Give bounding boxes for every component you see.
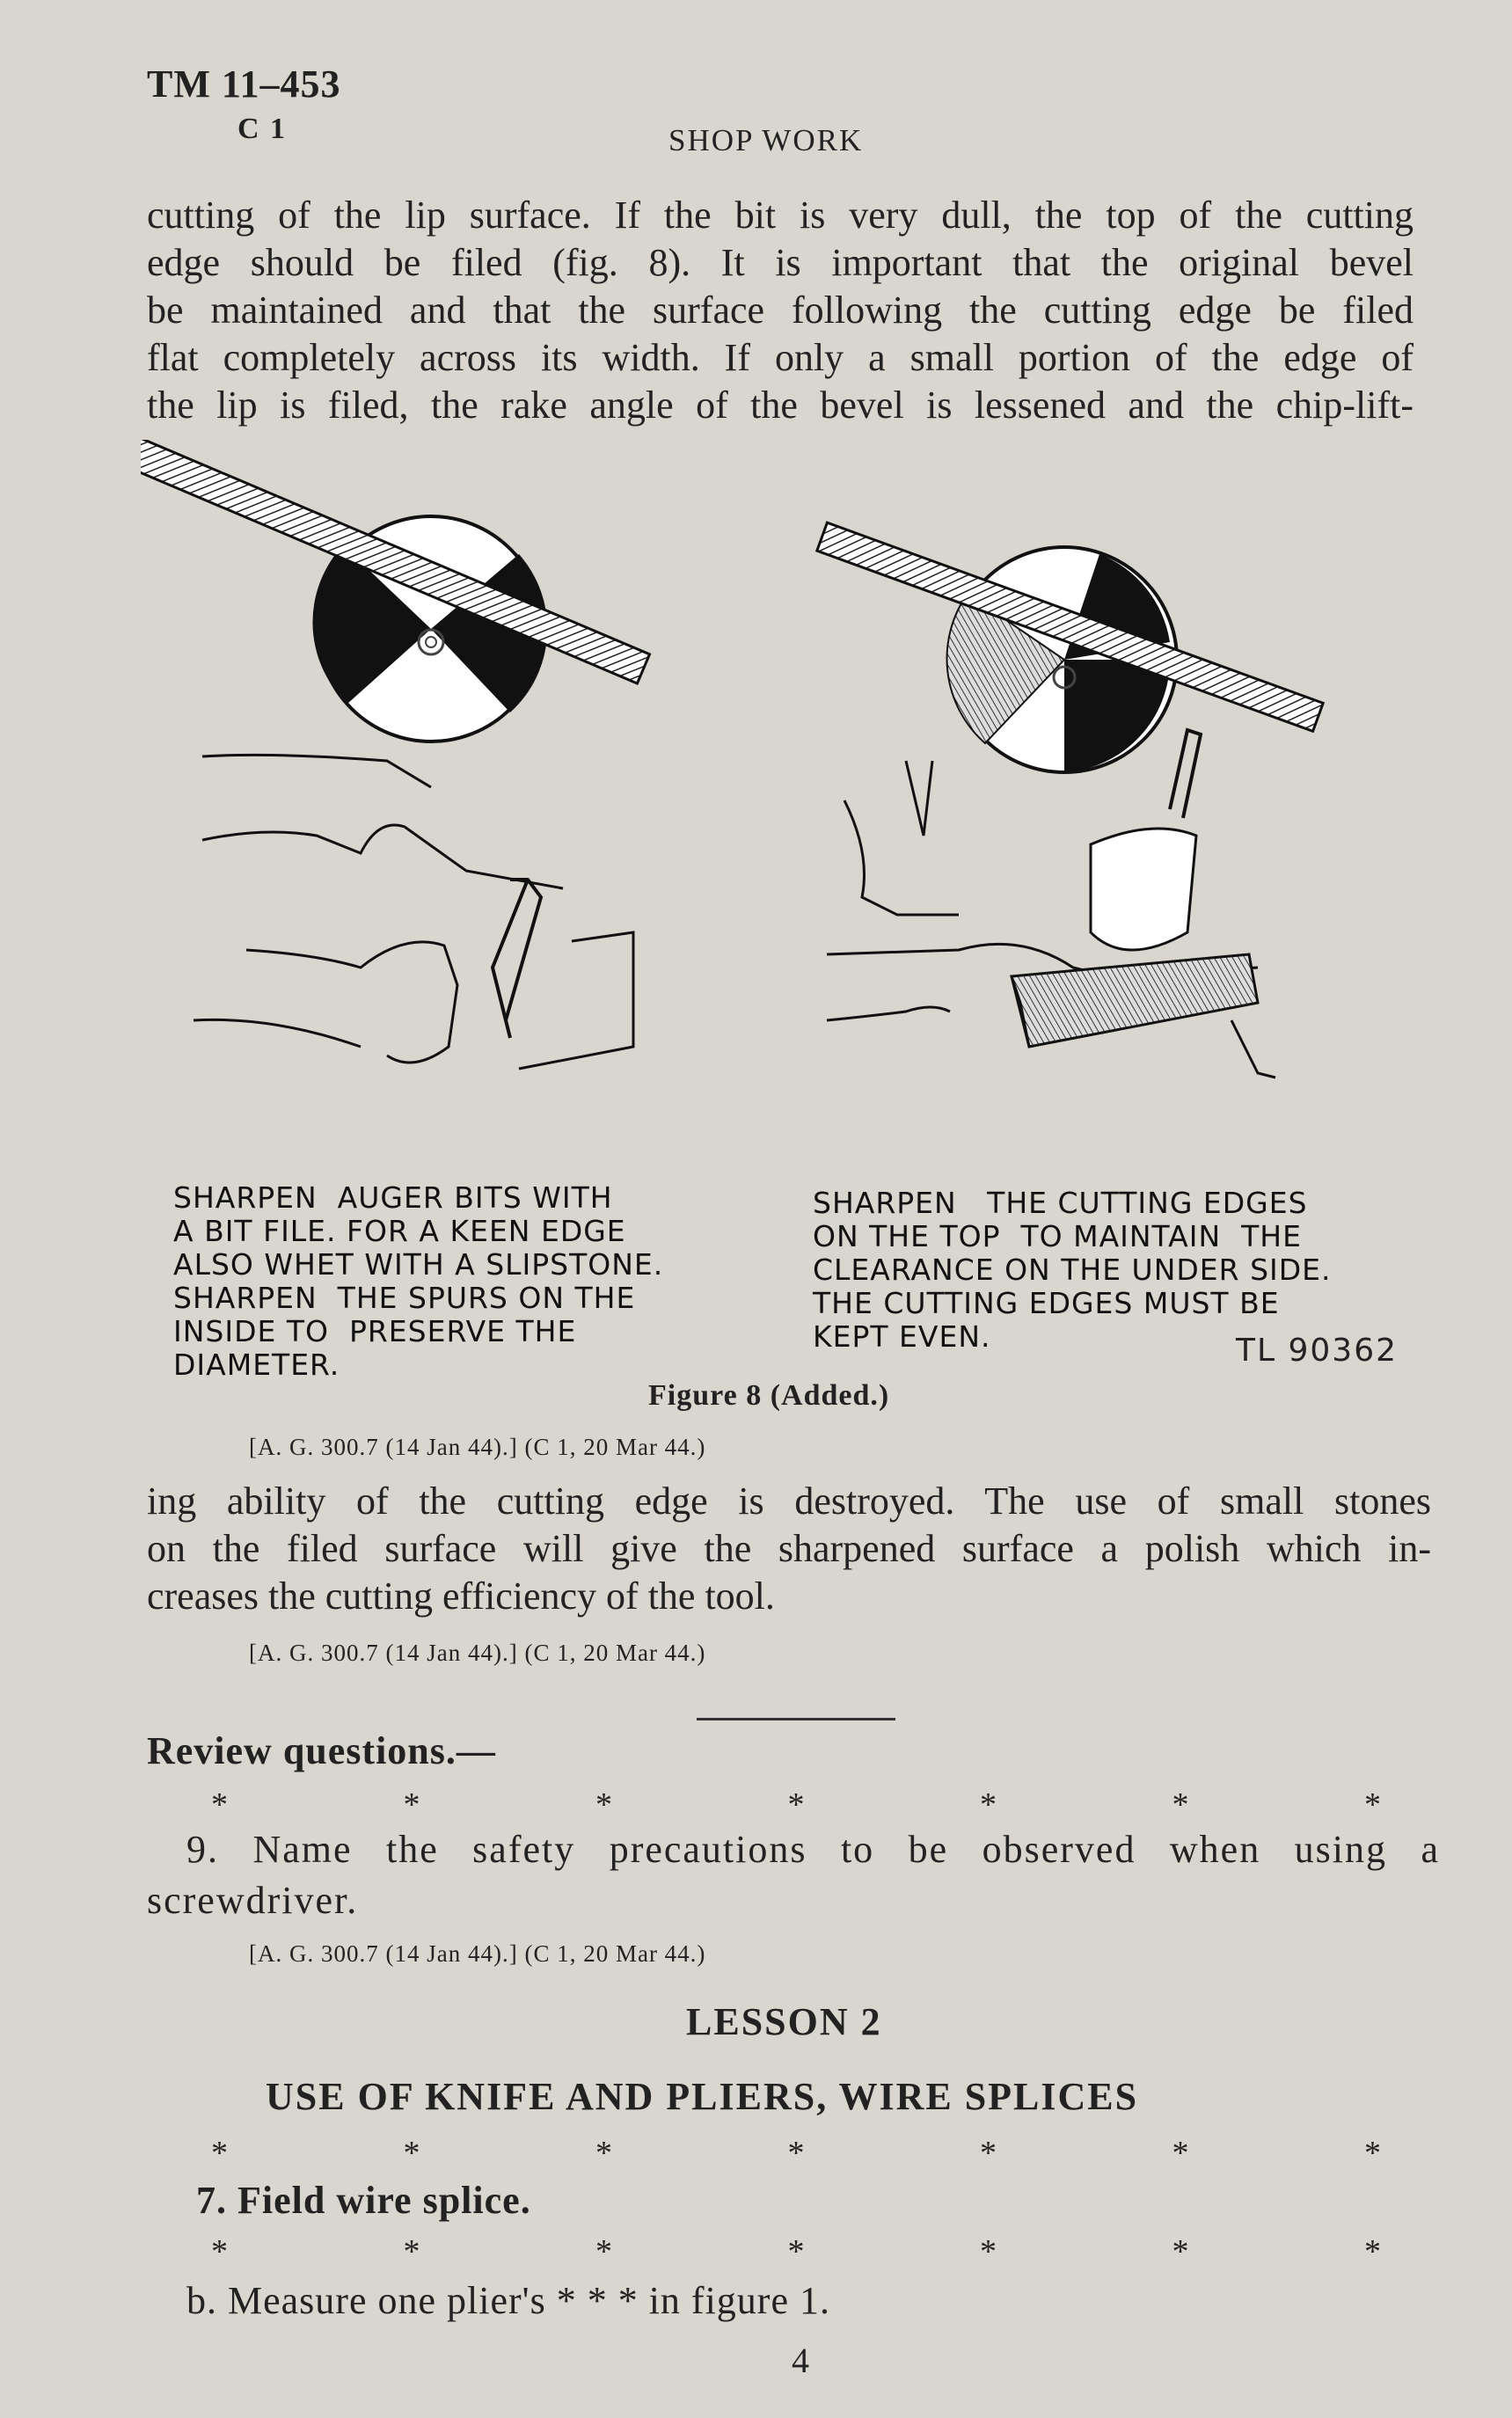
star: * — [211, 2135, 228, 2172]
star: * — [1364, 1786, 1381, 1823]
omission-stars — [211, 2232, 1381, 2271]
review-question-9 — [147, 1824, 1440, 1926]
lesson-label: LESSON 2 — [686, 2000, 882, 2043]
omission-stars — [211, 1786, 1381, 1824]
document-id: TM 11–453 — [147, 62, 341, 106]
running-title: SHOP WORK — [668, 123, 864, 157]
star: * — [1172, 1786, 1189, 1823]
section-divider — [697, 1718, 895, 1720]
star: * — [1364, 2135, 1381, 2172]
section-7-heading: 7. Field wire splice. — [196, 2179, 531, 2222]
text-line: on the filed surface will give the sharpened surface a polish which in- — [147, 1527, 1431, 1570]
star: * — [403, 1786, 420, 1823]
star: * — [1172, 2135, 1189, 2172]
star: * — [787, 2233, 805, 2270]
paragraph-top — [147, 192, 1413, 429]
right-drill-view — [817, 522, 1323, 1078]
star: * — [595, 2135, 612, 2172]
text-line: creases the cutting efficiency of the tool. — [147, 1574, 775, 1618]
star: * — [980, 2135, 997, 2172]
lesson-title: USE OF KNIFE AND PLIERS, WIRE SPLICES — [266, 2075, 1139, 2118]
star: * — [595, 1786, 612, 1823]
star: * — [211, 2233, 228, 2270]
review-questions-heading: Review questions.— — [147, 1729, 496, 1772]
star: * — [403, 2135, 420, 2172]
text-line: flat completely across its width. If only a small portion of the edge of — [147, 336, 1413, 379]
star: * — [595, 2233, 612, 2270]
question-line: 9. Name the safety precautions to be observed when using a — [186, 1828, 1440, 1871]
star: * — [787, 2135, 805, 2172]
figure-caption-right: SHARPEN THE CUTTING EDGES ON THE TOP TO MAINTAIN THE CLEARANCE ON THE UNDER SIDE. THE CUTTING EDGES MUST BE KEPT EVEN. — [813, 1186, 1332, 1354]
text-line: be maintained and that the surface following the cutting edge be filed — [147, 289, 1413, 332]
figure-caption-left: SHARPEN AUGER BITS WITH A BIT FILE. FOR A KEEN EDGE ALSO WHET WITH A SLIPSTONE. SHARPEN THE SPURS ON THE INSIDE TO PRESERVE THE DIAMETER. — [173, 1180, 664, 1382]
text-line: ing ability of the cutting edge is destroyed. The use of small stones — [147, 1479, 1431, 1523]
change-number: C 1 — [237, 113, 288, 145]
paragraph-continued — [147, 1478, 1431, 1620]
page-number: 4 — [792, 2341, 809, 2380]
star: * — [980, 1786, 997, 1823]
omission-stars — [211, 2134, 1381, 2173]
star: * — [980, 2233, 997, 2270]
authority-reference: [A. G. 300.7 (14 Jan 44).] (C 1, 20 Mar 44.) — [249, 1434, 706, 1460]
subitem-b: b. Measure one plier's * * * in figure 1. — [186, 2279, 830, 2322]
star: * — [787, 1786, 805, 1823]
star: * — [403, 2233, 420, 2270]
star: * — [1172, 2233, 1189, 2270]
text-line: the lip is filed, the rake angle of the bevel is lessened and the chip-lift- — [147, 384, 1413, 427]
question-line: screwdriver. — [147, 1879, 359, 1922]
authority-reference: [A. G. 300.7 (14 Jan 44).] (C 1, 20 Mar 44.) — [249, 1940, 706, 1967]
star: * — [211, 1786, 228, 1823]
figure-8-illustration — [141, 440, 1390, 1108]
text-line: edge should be filed (fig. 8). It is important that the original bevel — [147, 241, 1413, 284]
left-drill-view — [141, 440, 650, 1069]
authority-reference: [A. G. 300.7 (14 Jan 44).] (C 1, 20 Mar 44.) — [249, 1640, 706, 1666]
figure-tl-number: TL 90362 — [1236, 1333, 1399, 1369]
text-line: cutting of the lip surface. If the bit is very dull, the top of the cutting — [147, 194, 1413, 237]
figure-title: Figure 8 (Added.) — [648, 1379, 890, 1412]
star: * — [1364, 2233, 1381, 2270]
